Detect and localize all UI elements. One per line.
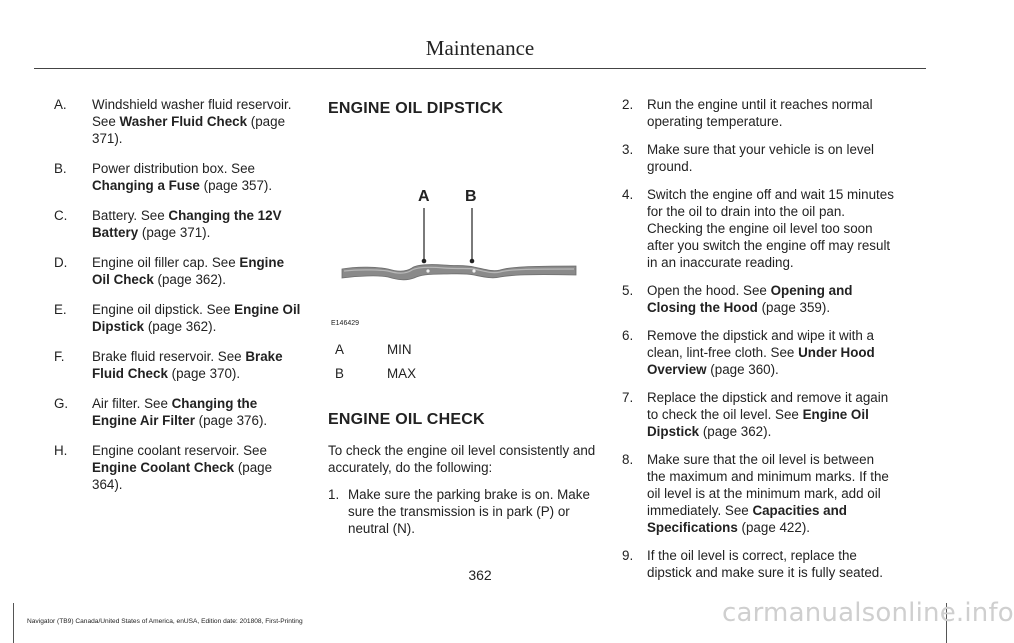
section-heading-dipstick: ENGINE OIL DIPSTICK	[328, 100, 504, 117]
figure-id: E146429	[331, 320, 360, 327]
page-reference: (page 360).	[706, 362, 779, 377]
step-number: 9.	[622, 548, 634, 563]
list-item	[54, 160, 304, 194]
item-text: Battery. See	[92, 208, 169, 223]
section-heading-oil-check: ENGINE OIL CHECK	[328, 411, 485, 428]
page-number: 362	[468, 567, 492, 583]
cross-reference-link[interactable]: Engine Coolant Check	[92, 460, 235, 475]
item-label: B.	[54, 161, 67, 176]
legend-value: MAX	[387, 366, 417, 381]
dipstick-hole	[472, 269, 475, 272]
footer-edition-text: Navigator (TB9) Canada/United States of America, enUSA, Edition date: 201808, First-Printing	[27, 618, 303, 625]
page-reference: (page 371).	[92, 114, 286, 146]
step-text: Make sure that your vehicle is on level ground.	[647, 142, 875, 174]
step-number: 1.	[328, 487, 340, 502]
cross-reference-link[interactable]: Opening and Closing the Hood	[647, 283, 853, 315]
dipstick-figure	[328, 117, 600, 327]
step-number: 4.	[622, 187, 634, 202]
cross-reference-link[interactable]: Engine Oil Dipstick	[92, 302, 301, 334]
item-text: Engine oil dipstick. See	[92, 302, 235, 317]
legend-row	[328, 341, 600, 365]
cross-reference-link[interactable]: Under Hood Overview	[647, 345, 875, 377]
legend-value: MIN	[387, 342, 412, 357]
dipstick-column	[328, 96, 600, 547]
step-item	[328, 486, 600, 537]
watermark: carmanualsonline.info	[722, 598, 1014, 628]
page-reference: (page 364).	[92, 460, 273, 492]
step-text: Replace the dipstick and remove it again to check the oil level. See	[647, 390, 889, 422]
step-item	[620, 327, 896, 378]
page-reference: (page 422).	[737, 520, 811, 535]
item-label: E.	[54, 302, 67, 317]
step-number: 8.	[622, 452, 634, 467]
marker-b-label: B	[465, 188, 477, 205]
step-number: 3.	[622, 142, 634, 157]
legend-key: B	[335, 366, 344, 381]
dipstick-legend	[328, 341, 600, 389]
step-text: Open the hood. See	[647, 283, 771, 298]
item-text: Air filter. See	[92, 396, 172, 411]
step-item	[620, 141, 896, 175]
cross-reference-link[interactable]: Engine Oil Dipstick	[647, 407, 869, 439]
item-label: D.	[54, 255, 68, 270]
marker-a-dot	[422, 259, 427, 264]
cross-reference-link[interactable]: Engine Oil Check	[92, 255, 285, 287]
item-text: Windshield washer fluid reservoir. See	[92, 97, 292, 129]
dipstick-hole	[426, 269, 429, 272]
page-reference: (page 370).	[167, 366, 241, 381]
step-item	[620, 451, 896, 536]
list-item	[54, 96, 304, 147]
page-reference: (page 376).	[194, 413, 268, 428]
item-text: Engine oil filler cap. See	[92, 255, 240, 270]
page-header-title: Maintenance	[425, 36, 535, 60]
page-reference: (page 371).	[138, 225, 211, 240]
step-text: Switch the engine off and wait 15 minutes for the oil to drain into the oil pan. Checking the engine oil level too soon after you switch the engine off may result in an inaccurate reading.	[647, 187, 894, 270]
step-item	[620, 96, 896, 130]
intro-paragraph: To check the engine oil level consistently and accurately, do the following:	[328, 443, 596, 475]
page-reference: (page 357).	[199, 178, 273, 193]
step-text: If the oil level is correct, replace the dipstick and make sure it is fully seated.	[647, 548, 883, 580]
item-label: G.	[54, 396, 69, 411]
step-text: Remove the dipstick and wipe it with a clean, lint-free cloth. See	[647, 328, 875, 360]
header-divider	[34, 68, 926, 69]
step-text: Make sure the parking brake is on. Make sure the transmission is in park (P) or neutral (N).	[348, 487, 590, 536]
page-reference: (page 362).	[153, 272, 226, 287]
list-item	[54, 301, 304, 335]
step-item	[620, 186, 896, 271]
marker-b-dot	[470, 259, 475, 264]
under-hood-legend-list	[54, 96, 304, 506]
list-item	[54, 395, 304, 429]
step-text: Make sure that the oil level is between the maximum and minimum marks. If the oil level is at the minimum mark, add oil immediately. See	[647, 452, 889, 518]
list-item	[54, 348, 304, 382]
step-number: 7.	[622, 390, 634, 405]
list-item	[54, 442, 304, 493]
oil-check-steps	[620, 96, 896, 592]
cross-reference-link[interactable]: Changing the 12V Battery	[92, 208, 282, 240]
item-label: H.	[54, 443, 68, 458]
cross-reference-link[interactable]: Changing a Fuse	[92, 178, 200, 193]
page-reference: (page 362).	[144, 319, 217, 334]
item-label: A.	[54, 97, 67, 112]
list-item	[54, 207, 304, 241]
item-label: F.	[54, 349, 65, 364]
cross-reference-link[interactable]: Washer Fluid Check	[119, 114, 248, 129]
legend-row	[328, 365, 600, 389]
step-item	[620, 389, 896, 440]
page-reference: (page 362).	[699, 424, 772, 439]
item-text: Brake fluid reservoir. See	[92, 349, 246, 364]
step-number: 5.	[622, 283, 634, 298]
step-number: 2.	[622, 97, 634, 112]
cross-reference-link[interactable]: Changing the Engine Air Filter	[92, 396, 258, 428]
dipstick-illustration	[328, 117, 600, 327]
cross-reference-link[interactable]: Capacities and Specifications	[647, 503, 847, 535]
dipstick-shape	[342, 265, 576, 280]
step-number: 6.	[622, 328, 634, 343]
page-reference: (page 359).	[757, 300, 831, 315]
item-text: Power distribution box. See	[92, 161, 256, 176]
crop-mark	[13, 603, 14, 643]
legend-key: A	[335, 342, 344, 357]
item-text: Engine coolant reservoir. See	[92, 443, 267, 458]
cross-reference-link[interactable]: Brake Fluid Check	[92, 349, 283, 381]
step-item	[620, 282, 896, 316]
item-label: C.	[54, 208, 68, 223]
list-item	[54, 254, 304, 288]
marker-a-label: A	[418, 188, 430, 205]
step-text: Run the engine until it reaches normal operating temperature.	[647, 97, 873, 129]
